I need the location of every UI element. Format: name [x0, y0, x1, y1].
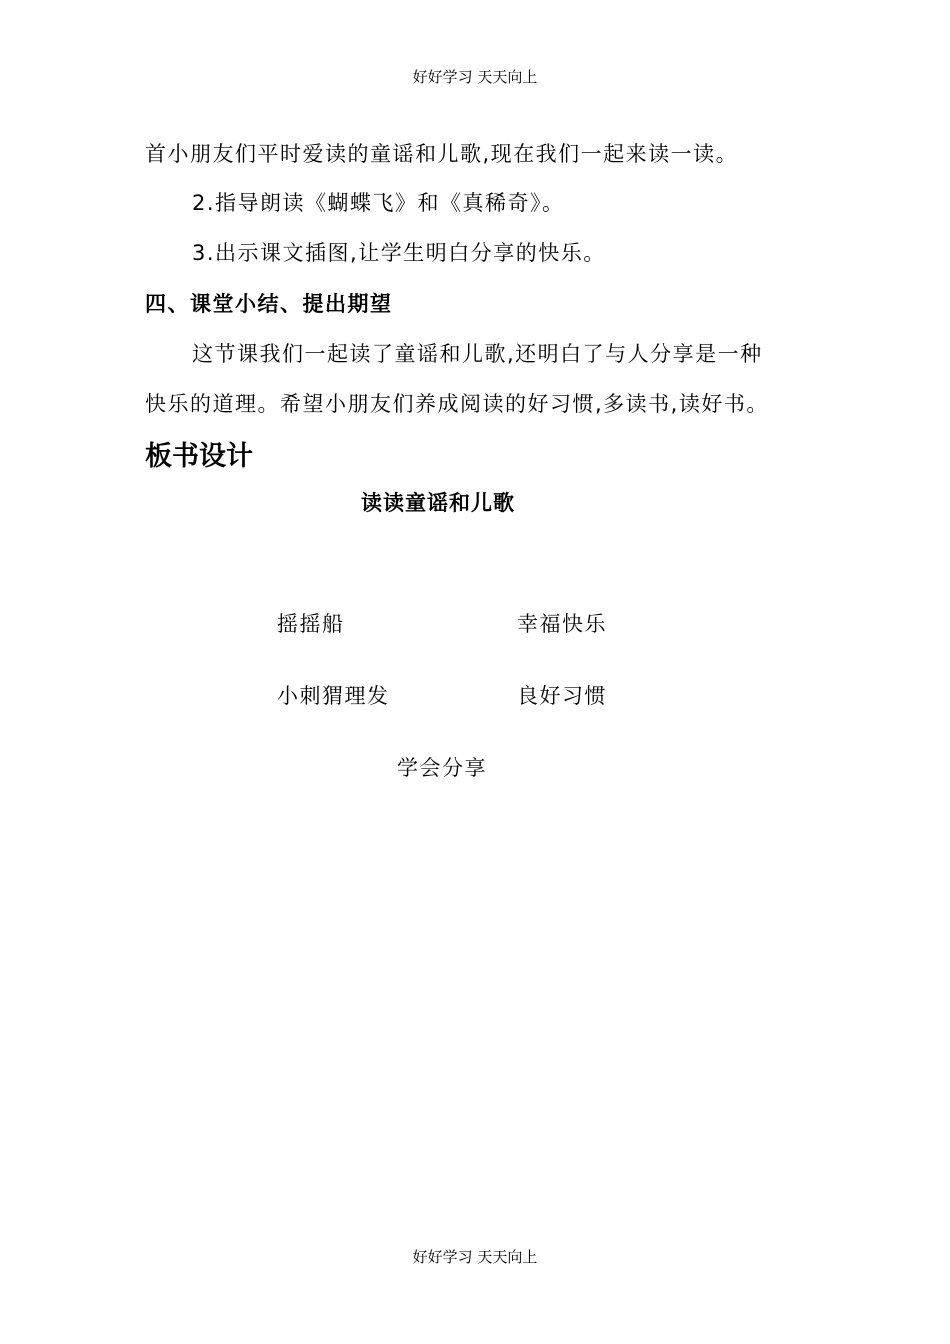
board-title: 读读童谣和儿歌: [361, 491, 515, 515]
board-item-left-2: 小刺猬理发: [277, 684, 390, 708]
board-item-center: 学会分享: [397, 756, 487, 780]
body-item-2: 2.指导朗读《蝴蝶飞》和《真稀奇》。: [192, 191, 565, 215]
section-heading-summary: 四、课堂小结、提出期望: [145, 292, 393, 316]
body-item-3: 3.出示课文插图,让学生明白分享的快乐。: [192, 241, 606, 265]
summary-line-2: 快乐的道理。希望小朋友们养成阅读的好习惯,多读书,读好书。: [145, 392, 769, 416]
summary-line-1: 这节课我们一起读了童谣和儿歌,还明白了与人分享是一种: [192, 342, 763, 366]
board-item-right-2: 良好习惯: [517, 684, 607, 708]
board-item-left-1: 摇摇船: [277, 612, 345, 636]
board-item-right-1: 幸福快乐: [517, 612, 607, 636]
page-header: 好好学习 天天向上: [412, 68, 538, 86]
body-line-continuation: 首小朋友们平时爱读的童谣和儿歌,现在我们一起来读一读。: [145, 142, 739, 166]
page-footer: 好好学习 天天向上: [412, 1248, 538, 1266]
board-design-heading: 板书设计: [145, 441, 253, 472]
